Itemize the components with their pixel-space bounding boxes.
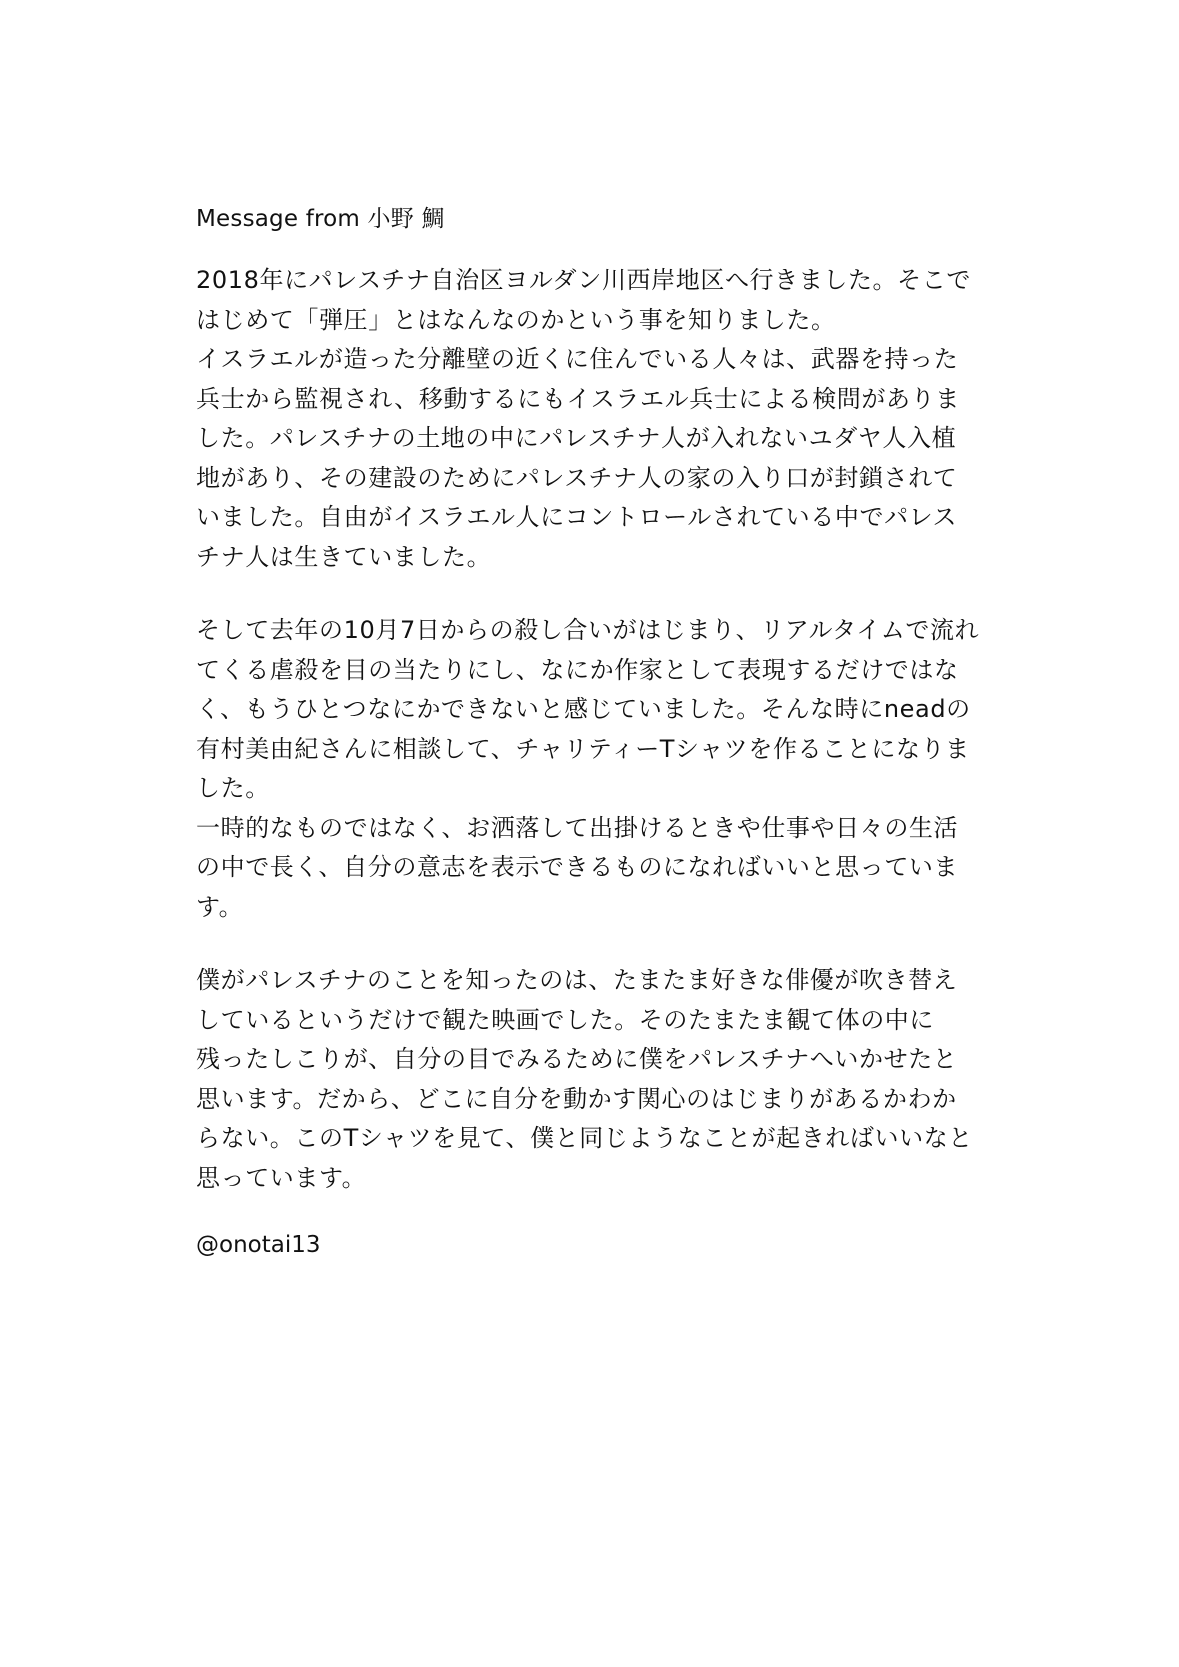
message-body (196, 202, 1016, 1262)
text-line: チナ人は生きていました。 (196, 542, 492, 571)
text-line: 地があり、その建設のためにパレスチナ人の家の入り口が封鎖されて (196, 463, 958, 492)
author-handle: @onotai13 (196, 1232, 321, 1258)
text-line: 兵士から監視され、移動するにもイスラエル兵士による検問がありま (196, 384, 960, 413)
text-line: らない。このTシャツを見て、僕と同じようなことが起きればいいなと (196, 1124, 973, 1152)
text-line: の中で長く、自分の意志を表示できるものになればいいと思っていま (196, 853, 959, 881)
text-line: 思っています。 (196, 1163, 367, 1192)
text-line: いました。自由がイスラエル人にコントロールされている中でパレス (196, 503, 958, 531)
text-line: はじめて「弾圧」とはなんなのかという事を知りました。 (196, 305, 836, 334)
paragraph-2 (196, 611, 1016, 927)
paragraph-1 (196, 261, 1016, 577)
text-line: 一時的なものではなく、お洒落して出掛けるときや仕事や日々の生活 (196, 813, 959, 842)
text-line: イスラエルが造った分離壁の近くに住んでいる人々は、武器を持った (196, 345, 959, 373)
text-line: した。パレスチナの土地の中にパレスチナ人が入れないユダヤ人入植 (196, 424, 957, 452)
message-heading: Message from 小野 鯛 (196, 206, 445, 232)
text-line: した。 (196, 774, 270, 802)
paragraph-3 (196, 961, 1016, 1198)
text-line: 僕がパレスチナのことを知ったのは、たまたま好きな俳優が吹き替え (196, 966, 958, 994)
text-line: す。 (196, 892, 244, 921)
text-line: そして去年の10月7日からの殺し合いがはじまり、リアルタイムで流れ (196, 616, 980, 644)
text-line: く、もうひとつなにかできないと感じていました。そんな時にneadの (196, 695, 971, 723)
text-line: 残ったしこりが、自分の目でみるために僕をパレスチナへいかせたと (196, 1045, 958, 1073)
text-line: てくる虐殺を目の当たりにし、なにか作家として表現するだけではな (196, 655, 959, 684)
text-line: 2018年にパレスチナ自治区ヨルダン川西岸地区へ行きました。そこで (196, 266, 971, 294)
text-line: しているというだけで観た映画でした。そのたまたま観て体の中に (196, 1005, 934, 1034)
text-line: 有村美由紀さんに相談して、チャリティーTシャツを作ることになりま (196, 734, 970, 763)
text-line: 思います。だから、どこに自分を動かす関心のはじまりがあるかわか (196, 1084, 957, 1113)
